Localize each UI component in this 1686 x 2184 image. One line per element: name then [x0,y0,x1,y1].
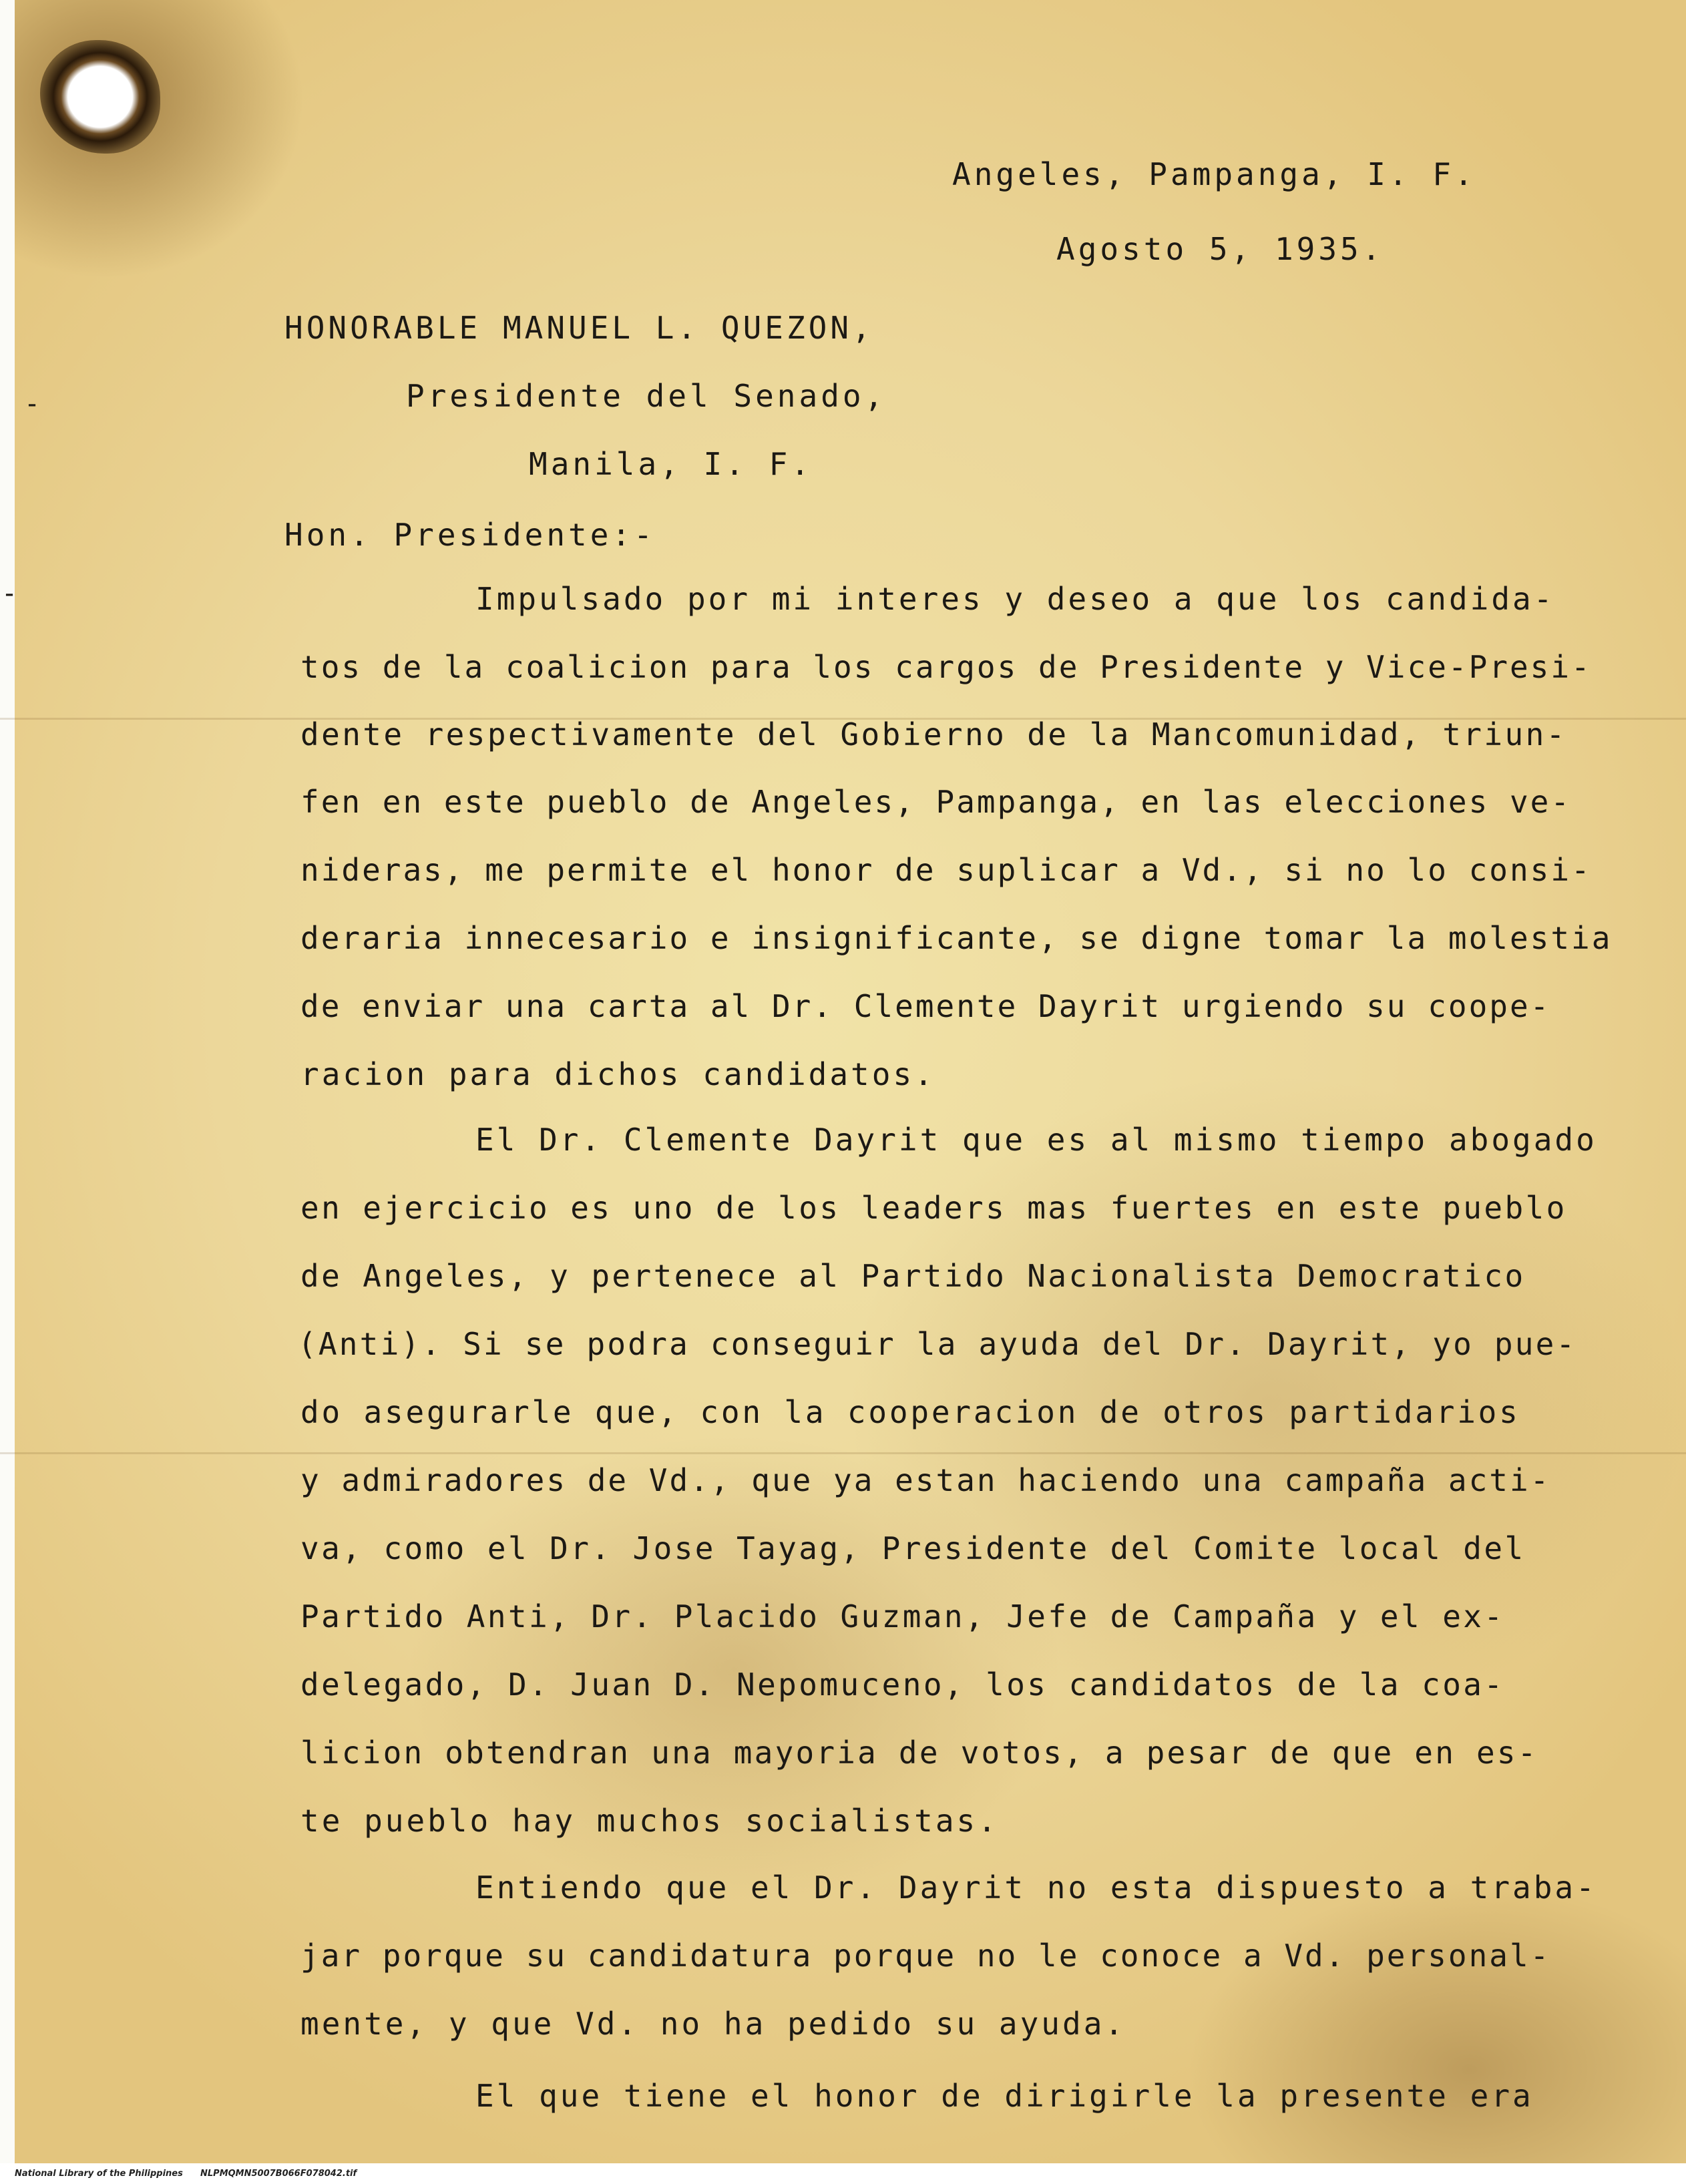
burn-hole [40,40,160,154]
fold-line [0,1452,1686,1454]
text-line: racion para dichos candidatos. [300,1056,935,1092]
letter-place: Angeles, Pampanga, I. F. [952,156,1476,192]
text-line: delegado, D. Juan D. Nepomuceno, los candidatos de la coa- [300,1667,1505,1703]
text-line: Partido Anti, Dr. Placido Guzman, Jefe de Campaña y el ex- [300,1598,1505,1634]
text-line: va, como el Dr. Jose Tayag, Presidente del Comite local del [300,1530,1526,1566]
recipient-city: Manila, I. F. [529,446,813,482]
margin-mark: - [24,389,41,419]
text-line: dente respectivamente del Gobierno de la Mancomunidad, triun- [300,716,1567,752]
recipient-title: Presidente del Senado, [406,378,887,414]
text-line: deraria innecesario e insignificante, se digne tomar la molestia [300,920,1613,956]
text-line: nideras, me permite el honor de suplicar a Vd., si no lo consi- [300,852,1592,888]
text-line: de enviar una carta al Dr. Clemente Dayrit urgiendo su coope- [300,988,1551,1024]
text-line: El Dr. Clemente Dayrit que es al mismo tiempo abogado [475,1122,1597,1158]
archive-label: National Library of the Philippines [15,2169,183,2179]
text-line: y admiradores de Vd., que ya estan haciendo una campaña acti- [300,1462,1551,1498]
text-line: El que tiene el honor de dirigirle la presente era [475,2078,1534,2114]
recipient-name: HONORABLE MANUEL L. QUEZON, [284,310,874,346]
salutation: Hon. Presidente:- [284,517,656,553]
text-line: (Anti). Si se podra conseguir la ayuda del Dr. Dayrit, yo pue- [298,1326,1577,1362]
file-id-label: NLPMQMN5007B066F078042.tif [200,2169,357,2179]
text-line: licion obtendran una mayoria de votos, a pesar de que en es- [300,1735,1538,1771]
text-line: Entiendo que el Dr. Dayrit no esta dispuesto a traba- [475,1870,1597,1906]
text-line: do asegurarle que, con la cooperacion de otros partidarios [300,1394,1520,1430]
margin-mark: - [1,578,18,609]
text-line: fen en este pueblo de Angeles, Pampanga, en las elecciones ve- [300,784,1572,820]
text-line: jar porque su candidatura porque no le conoce a Vd. personal- [300,1938,1551,1974]
text-line: te pueblo hay muchos socialistas. [300,1803,999,1839]
text-line: Impulsado por mi interes y deseo a que los candida- [475,581,1555,617]
text-line: mente, y que Vd. no ha pedido su ayuda. [300,2006,1126,2042]
text-line: tos de la coalicion para los cargos de Presidente y Vice-Presi- [300,649,1592,685]
letter-date: Agosto 5, 1935. [1056,231,1384,267]
text-line: en ejercicio es uno de los leaders mas fuertes en este pueblo [300,1190,1567,1226]
text-line: de Angeles, y pertenece al Partido Nacionalista Democratico [300,1258,1526,1294]
scan-margin [0,0,18,2184]
